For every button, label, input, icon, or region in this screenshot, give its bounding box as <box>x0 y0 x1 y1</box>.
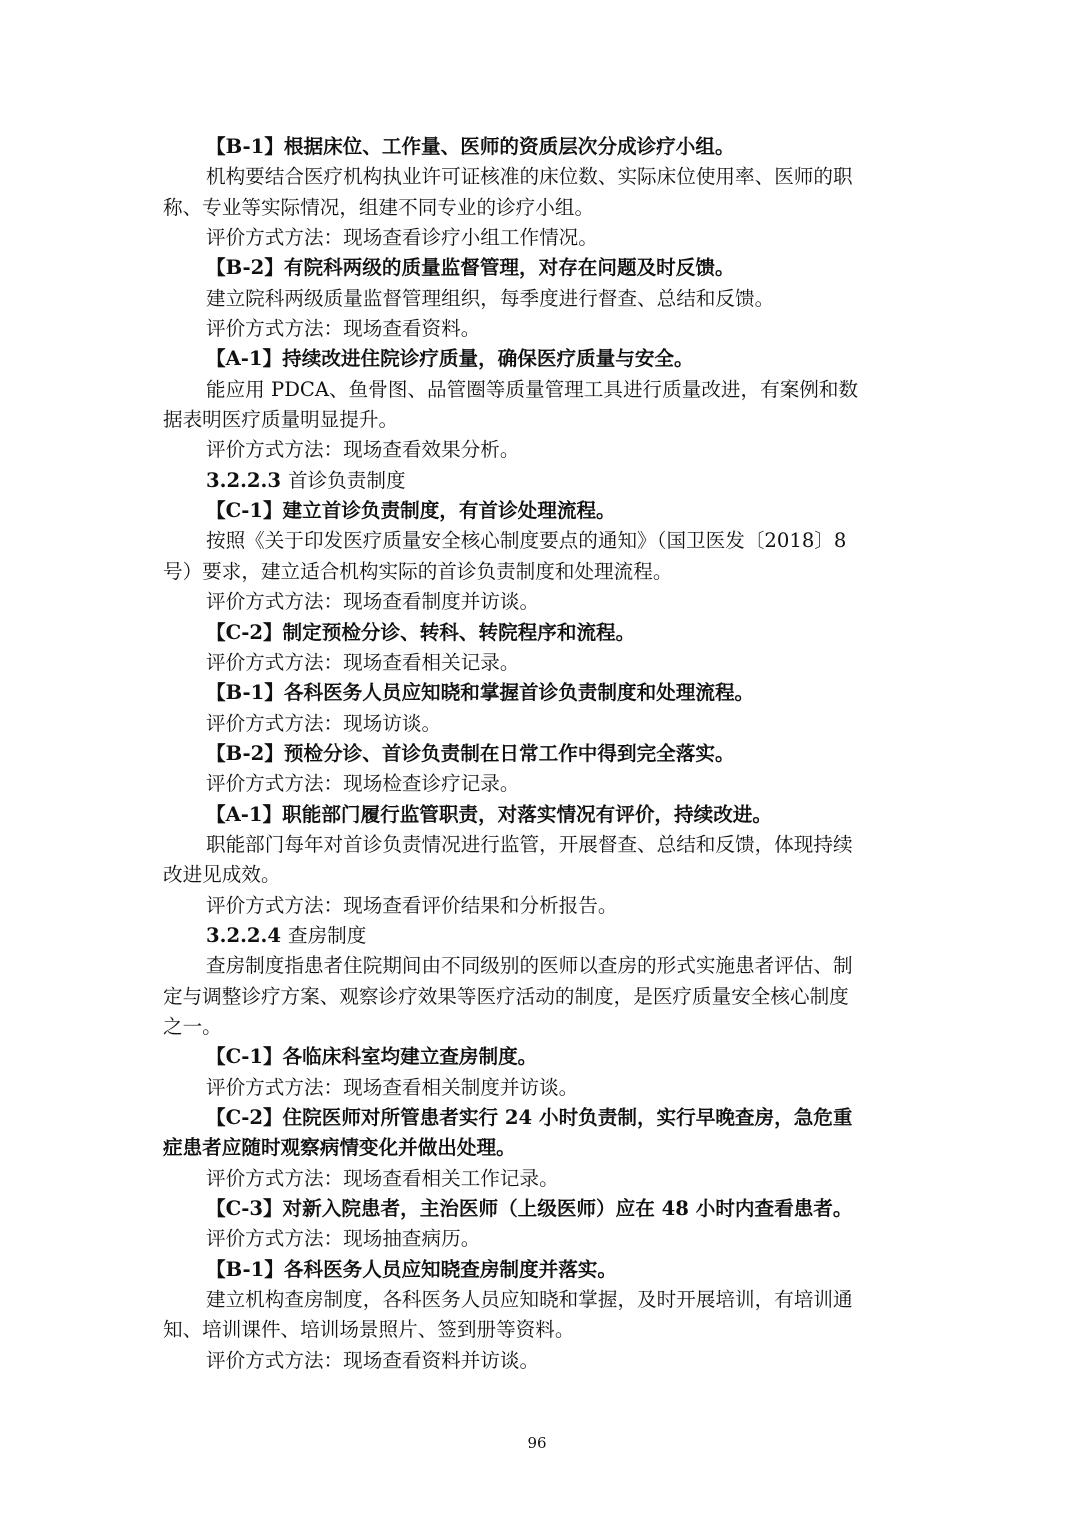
paragraph-line: 评价方式方法：现场查看相关记录。 <box>206 650 520 674</box>
criterion-heading: 【C-2】制定预检分诊、转科、转院程序和流程。 <box>206 620 636 644</box>
criterion-heading: 【C-1】建立首诊负责制度，有首诊处理流程。 <box>206 499 616 523</box>
section-heading <box>163 921 915 951</box>
paragraph-line: 职能部门每年对首诊负责情况进行监管，开展督查、总结和反馈，体现持续 <box>206 832 853 856</box>
paragraph-line: 改进见成效。 <box>163 863 281 887</box>
paragraph-line: 评价方式方法：现场查看评价结果和分析报告。 <box>206 893 618 917</box>
criterion-heading: 【C-3】对新入院患者，主治医师（上级医师）应在 48 小时内查看患者。 <box>206 1197 853 1221</box>
criterion-heading: 【A-1】持续改进住院诊疗质量，确保医疗质量与安全。 <box>206 347 694 371</box>
paragraph-line: 评价方式方法：现场查看相关制度并访谈。 <box>206 1075 579 1099</box>
paragraph-line: 能应用 PDCA、鱼骨图、品管圈等质量管理工具进行质量改进，有案例和数 <box>206 377 859 401</box>
criterion-heading: 【C-1】各临床科室均建立查房制度。 <box>206 1045 538 1069</box>
section-number: 3.2.2.3 <box>206 468 281 492</box>
paragraph-line: 评价方式方法：现场查看相关工作记录。 <box>206 1166 559 1190</box>
section-title: 首诊负责制度 <box>288 468 406 492</box>
criterion-heading: 【C-2】住院医师对所管患者实行 24 小时负责制，实行早晚查房，急危重 <box>206 1106 853 1129</box>
paragraph-line: 之一。 <box>163 1014 222 1038</box>
paragraph-line: 评价方式方法：现场查看资料。 <box>206 317 481 341</box>
page-number: 96 <box>527 1434 547 1452</box>
paragraph-line: 建立机构查房制度，各科医务人员应知晓和掌握，及时开展培训，有培训通 <box>206 1288 853 1312</box>
paragraph-line: 评价方式方法：现场访谈。 <box>206 711 442 735</box>
criterion-heading: 【B-2】有院科两级的质量监督管理，对存在问题及时反馈。 <box>206 256 735 280</box>
paragraph-line: 知、培训课件、培训场景照片、签到册等资料。 <box>163 1318 575 1342</box>
criterion-heading: 【B-1】各科医务人员应知晓查房制度并落实。 <box>206 1257 617 1281</box>
paragraph-line: 按照《关于印发医疗质量安全核心制度要点的通知》（国卫医发〔2018〕8 <box>206 529 847 553</box>
paragraph-line: 机构要结合医疗机构执业许可证核准的床位数、实际床位使用率、医师的职 <box>206 165 853 189</box>
paragraph-line: 评价方式方法：现场查看效果分析。 <box>206 438 520 462</box>
paragraph-line: 据表明医疗质量明显提升。 <box>163 408 399 432</box>
criterion-heading: 【B-1】各科医务人员应知晓和掌握首诊负责制度和处理流程。 <box>206 681 755 705</box>
section-number: 3.2.2.4 <box>206 923 281 947</box>
paragraph-line: 评价方式方法：现场查看资料并访谈。 <box>206 1348 540 1372</box>
paragraph-line: 查房制度指患者住院期间由不同级别的医师以查房的形式实施患者评估、制 <box>206 954 853 978</box>
criterion-heading: 【B-1】根据床位、工作量、医师的资质层次分成诊疗小组。 <box>206 135 735 158</box>
paragraph-line: 评价方式方法：现场查看诊疗小组工作情况。 <box>206 226 598 250</box>
paragraph-line: 建立院科两级质量监督管理组织，每季度进行督查、总结和反馈。 <box>206 286 775 310</box>
criterion-heading: 症患者应随时观察病情变化并做出处理。 <box>163 1136 516 1160</box>
section-heading <box>163 466 915 496</box>
paragraph-line: 评价方式方法：现场查看制度并访谈。 <box>206 590 540 614</box>
page-body <box>163 132 915 1376</box>
paragraph-line: 号）要求，建立适合机构实际的首诊负责制度和处理流程。 <box>163 559 673 583</box>
criterion-heading: 【A-1】职能部门履行监管职责，对落实情况有评价，持续改进。 <box>206 802 772 826</box>
section-title: 查房制度 <box>288 923 367 947</box>
paragraph-line: 评价方式方法：现场抽查病历。 <box>206 1227 481 1251</box>
criterion-heading: 【B-2】预检分诊、首诊负责制在日常工作中得到完全落实。 <box>206 741 735 765</box>
paragraph-line: 定与调整诊疗方案、观察诊疗效果等医疗活动的制度，是医疗质量安全核心制度 <box>163 984 849 1008</box>
paragraph-line: 称、专业等实际情况，组建不同专业的诊疗小组。 <box>163 195 595 219</box>
paragraph-line: 评价方式方法：现场检查诊疗记录。 <box>206 772 520 796</box>
